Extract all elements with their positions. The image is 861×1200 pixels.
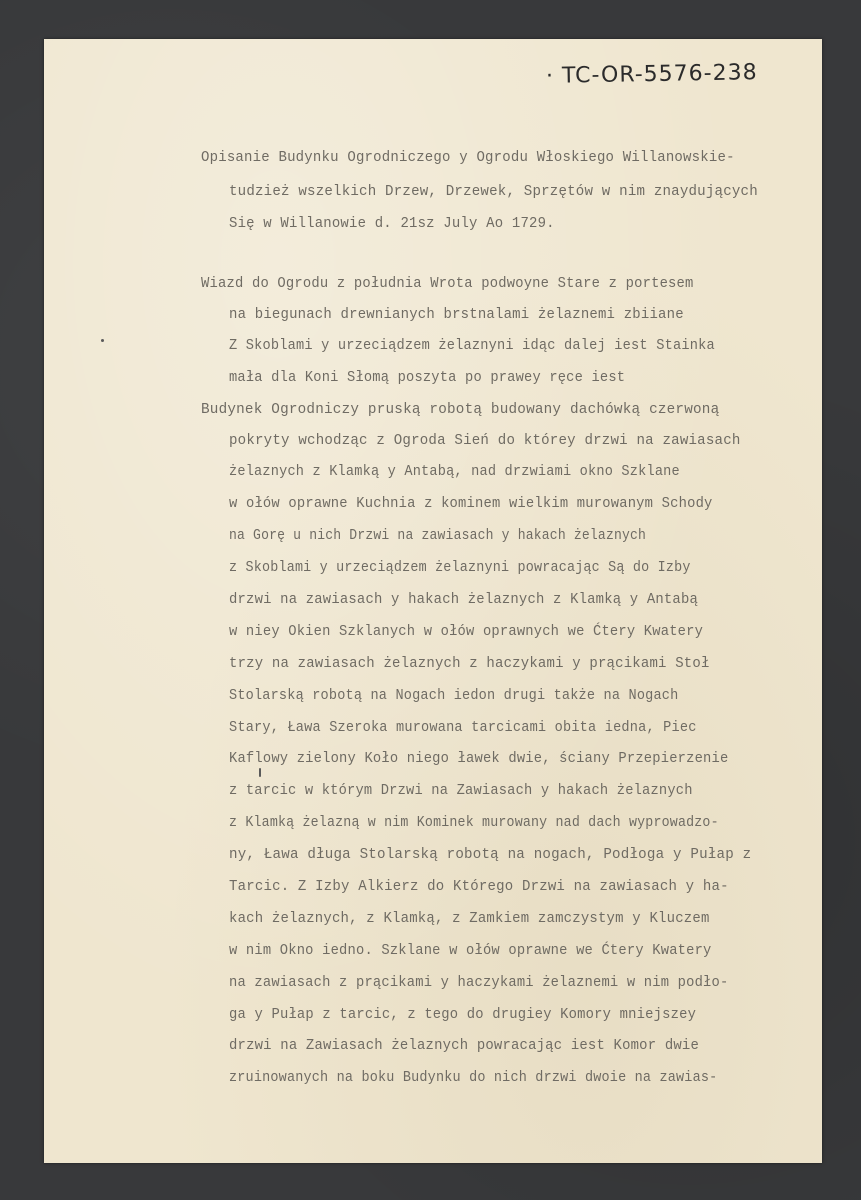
ink-speck [259,768,261,777]
body-line: na Gorę u nich Drzwi na zawiasach y hakach żelaznych [229,528,647,544]
body-line: Z Skoblami y urzeciądzem żelaznyni idąc dalej iest Stainka [229,338,715,354]
body-line: zruinowanych na boku Budynku do nich drzwi dwoie na zawias- [229,1070,718,1086]
body-line: żelaznych z Klamką y Antabą, nad drzwiami okno Szklane [229,464,680,480]
title-line: Opisanie Budynku Ogrodniczego y Ogrodu Włoskiego Willanowskie- [201,150,735,166]
body-line: Stary, Ława Szeroka murowana tarcicami obita iedna, Piec [229,720,697,736]
body-line: ga y Pułap z tarcic, z tego do drugiey Komory mniejszey [229,1007,697,1023]
body-line: pokryty wchodząc z Ogroda Sień do którey drzwi na zawiasach [229,433,741,449]
body-line: drzwi na zawiasach y hakach żelaznych z Klamką y Antabą [229,592,699,608]
body-line: na zawiasach z prącikami y haczykami żelaznemi w nim podło- [229,975,729,991]
body-line: z Skoblami y urzeciądzem żelaznyni powracając Są do Izby [229,560,691,576]
body-line: z Klamką żelazną w nim Kominek murowany nad dach wyprowadzo- [229,815,719,831]
ink-speck [101,339,104,342]
body-line: ny, Ława długa Stolarską robotą na nogach, Podłoga y Pułap z [229,847,752,863]
archive-reference-number: · TC-OR-5576-238 [545,60,758,89]
body-line: kach żelaznych, z Klamką, z Zamkiem zamczystym y Kluczem [229,911,710,927]
body-line: Wiazd do Ogrodu z południa Wrota podwoyne Stare z portesem [201,276,694,292]
body-line: mała dla Koni Słomą poszyta po prawey ręce iest [229,370,626,386]
body-line: w niey Okien Szklanych w ołów oprawnych we Ćtery Kwatery [229,624,704,640]
body-line: w ołów oprawne Kuchnia z kominem wielkim murowanym Schody [229,496,713,512]
body-line: trzy na zawiasach żelaznych z haczykami y prącikami Stoł [229,656,710,672]
body-line: Stolarską robotą na Nogach iedon drugi także na Nogach [229,688,679,704]
title-line: Się w Willanowie d. 21sz July Ao 1729. [229,216,555,232]
title-line: tudzież wszelkich Drzew, Drzewek, Sprzętów w nim znaydujących [229,184,758,200]
body-line: na biegunach drewnianych brstnalami żelaznemi zbiiane [229,307,684,323]
body-line: z tarcic w którym Drzwi na Zawiasach y hakach żelaznych [229,783,693,799]
body-line: drzwi na Zawiasach żelaznych powracając iest Komor dwie [229,1038,699,1054]
body-line: Budynek Ogrodniczy pruską robotą budowany dachówką czerwoną [201,402,720,418]
body-line: Kaflowy zielony Koło niego ławek dwie, ściany Przepierzenie [229,751,729,767]
body-line: Tarcic. Z Izby Alkierz do Którego Drzwi na zawiasach y ha- [229,879,729,895]
body-line: w nim Okno iedno. Szklane w ołów oprawne we Ćtery Kwatery [229,943,712,959]
